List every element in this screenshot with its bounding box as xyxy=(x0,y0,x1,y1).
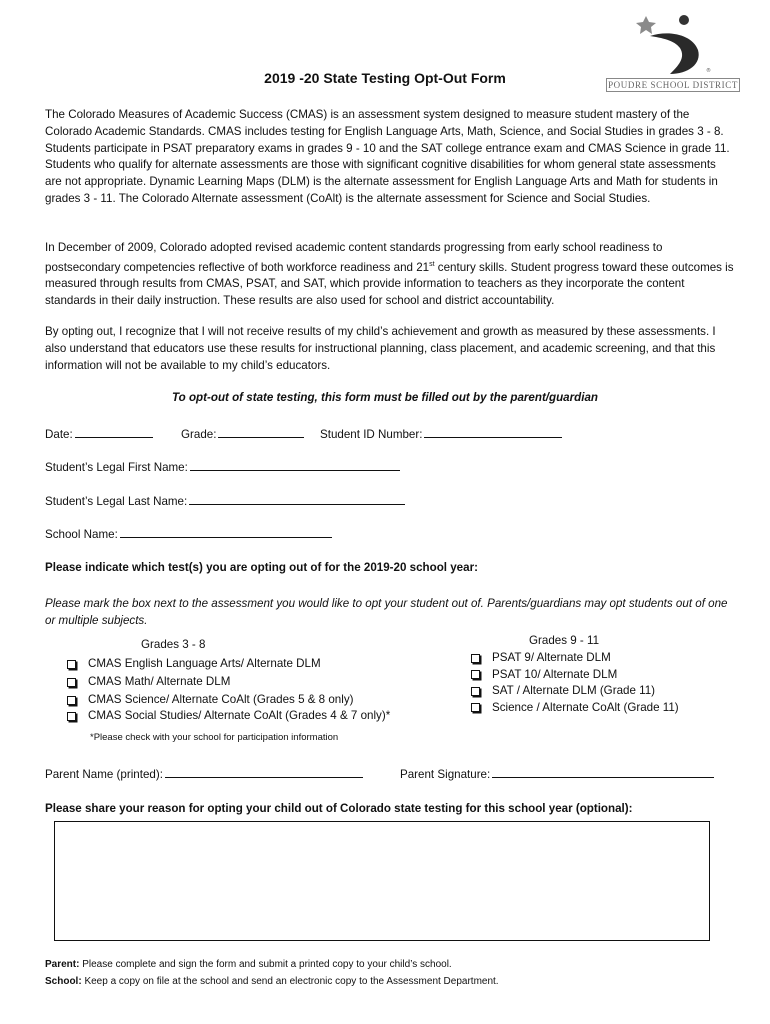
option-cmas-ela[interactable] xyxy=(67,655,390,673)
checkbox-icon[interactable] xyxy=(67,712,76,721)
student-id-input-line[interactable] xyxy=(424,427,562,438)
standards-text-a: In December of 2009, Colorado adopted revised academic content standards progressing from early school readiness to postsecondary competencies reflective of both workforce readiness and 21 xyxy=(45,241,663,274)
student-id-field[interactable] xyxy=(320,427,562,441)
grade-label: Grade: xyxy=(181,428,217,441)
last-name-field[interactable] xyxy=(45,494,405,508)
option-psat-10[interactable] xyxy=(471,667,679,684)
grades-9-11-options xyxy=(471,650,679,716)
school-name-input-line[interactable] xyxy=(120,527,332,538)
option-cmas-science[interactable] xyxy=(67,691,390,709)
checkbox-icon[interactable] xyxy=(471,703,480,712)
option-label: Science / Alternate CoAlt (Grade 11) xyxy=(492,700,679,714)
participation-footnote: *Please check with your school for participation information xyxy=(90,732,339,743)
footer-school-label: School: xyxy=(45,976,82,987)
grade-field[interactable] xyxy=(181,427,304,441)
option-science-coalt[interactable] xyxy=(471,700,679,717)
option-psat-9[interactable] xyxy=(471,650,679,667)
footer-parent-label: Parent: xyxy=(45,959,80,970)
tests-heading: Please indicate which test(s) you are opting out of for the 2019-20 school year: xyxy=(45,561,478,574)
parent-name-input-line[interactable] xyxy=(165,767,363,778)
school-name-field[interactable] xyxy=(45,527,332,541)
standards-text-b: century skills. Student progress toward these outcomes is measured through results from CMAS, PSAT, and SAT, which provide information to teachers as they incorporate the content standards in their daily instruction. These results are also used for school and district accountability. xyxy=(45,260,734,308)
footer-parent-note xyxy=(45,959,452,970)
checkbox-icon[interactable] xyxy=(471,687,480,696)
student-id-label: Student ID Number: xyxy=(320,428,423,441)
parent-instruction: To opt-out of state testing, this form must be filled out by the parent/guardian xyxy=(172,391,598,404)
option-label: PSAT 9/ Alternate DLM xyxy=(492,651,611,664)
checkbox-icon[interactable] xyxy=(471,670,480,679)
grades-3-8-options xyxy=(67,655,390,723)
first-name-input-line[interactable] xyxy=(190,460,400,471)
option-sat[interactable] xyxy=(471,683,679,700)
grade-input-line[interactable] xyxy=(218,427,304,438)
footer-school-text: Keep a copy on file at the school and send an electronic copy to the Assessment Department. xyxy=(81,976,499,987)
footer-parent-text: Please complete and sign the form and submit a printed copy to your child’s school. xyxy=(79,959,452,970)
intro-paragraph-opt-out: By opting out, I recognize that I will not receive results of my child’s achievement and growth as measured by these assessments. I also understand that educators use these results for instructional planning, class placement, and academic screening, and that this information will not be available to my child’s educators. xyxy=(45,325,716,372)
reason-textarea[interactable] xyxy=(54,821,710,941)
tests-instruction: Please mark the box next to the assessment you would like to opt your student out of. Parents/guardians may opt students out of one or multiple subjects. xyxy=(45,597,728,627)
date-field[interactable] xyxy=(45,427,153,441)
option-label: CMAS Science/ Alternate CoAlt (Grades 5 & 8 only) xyxy=(88,693,354,706)
grades-3-8-heading: Grades 3 - 8 xyxy=(141,638,206,651)
option-cmas-social-studies[interactable] xyxy=(67,709,390,723)
last-name-input-line[interactable] xyxy=(189,494,405,505)
checkbox-icon[interactable] xyxy=(471,654,480,663)
first-name-label: Student’s Legal First Name: xyxy=(45,461,188,474)
reason-heading: Please share your reason for opting your child out of Colorado state testing for this school year (optional): xyxy=(45,802,633,815)
option-label: CMAS Social Studies/ Alternate CoAlt (Grades 4 & 7 only)* xyxy=(88,709,391,722)
option-label: CMAS Math/ Alternate DLM xyxy=(88,675,231,688)
intro-paragraph-standards xyxy=(45,240,735,310)
parent-name-label: Parent Name (printed): xyxy=(45,768,163,781)
district-logo-text: POUDRE SCHOOL DISTRICT xyxy=(606,78,740,92)
footer-school-note xyxy=(45,976,499,987)
district-logo-mark xyxy=(606,12,742,78)
option-label: SAT / Alternate DLM (Grade 11) xyxy=(492,684,656,697)
option-label: CMAS English Language Arts/ Alternate DLM xyxy=(88,657,321,670)
standards-superscript: st xyxy=(429,260,435,268)
intro-paragraph-cmas: The Colorado Measures of Academic Success (CMAS) is an assessment system designed to measure student mastery of the Colorado Academic Standards. CMAS includes testing for English Language Arts, Math, Science, and Social Studies in grades 3 - 8. Students participate in PSAT preparatory exams in grades 9 - 10 and the SAT college entrance exam and CMAS Science in grade 11. Students who qualify for alternate assessments are those with significant cognitive disabilities for whom general state assessments are not appropriate. Dynamic Learning Maps (DLM) is the alternate assessment for English Language Arts and Math for students in grades 3 - 11. The Colorado Alternate assessment (CoAlt) is the alternate assessment for Science and Social Studies. xyxy=(45,108,730,205)
parent-name-field[interactable] xyxy=(45,767,363,781)
grades-9-11-heading: Grades 9 - 11 xyxy=(529,634,600,647)
checkbox-icon[interactable] xyxy=(67,678,76,687)
option-cmas-math[interactable] xyxy=(67,673,390,691)
parent-signature-field[interactable] xyxy=(400,767,714,781)
checkbox-icon[interactable] xyxy=(67,696,76,705)
date-input-line[interactable] xyxy=(75,427,153,438)
date-label: Date: xyxy=(45,428,73,441)
parent-signature-input-line[interactable] xyxy=(492,767,714,778)
option-label: PSAT 10/ Alternate DLM xyxy=(492,667,618,681)
school-name-label: School Name: xyxy=(45,528,118,541)
last-name-label: Student’s Legal Last Name: xyxy=(45,495,188,508)
checkbox-icon[interactable] xyxy=(67,660,76,669)
form-title: 2019 -20 State Testing Opt-Out Form xyxy=(264,70,506,86)
parent-signature-label: Parent Signature: xyxy=(400,768,491,781)
first-name-field[interactable] xyxy=(45,460,400,474)
svg-text:®: ® xyxy=(706,68,711,74)
